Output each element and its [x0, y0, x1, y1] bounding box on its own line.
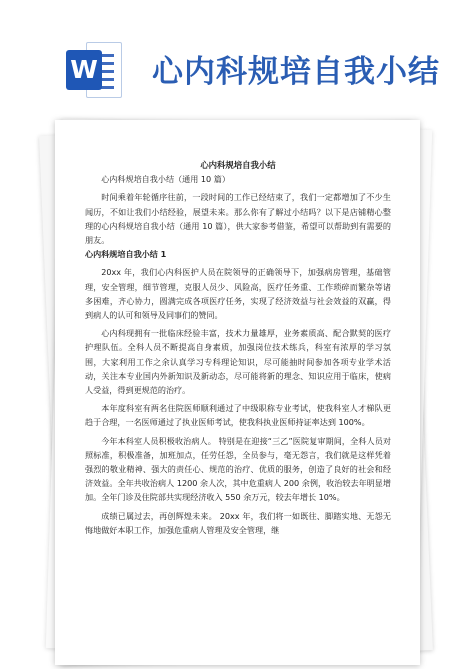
page-title: 心内科规培自我小结 [152, 54, 440, 90]
header [0, 0, 474, 115]
section-heading: 心内科规培自我小结 1 [85, 249, 167, 260]
body-paragraph: 成绩已属过去，再创辉煌未来。 20xx 年，我们将一如既往、脚踏实地、无怨无悔地做好本职工作，加强危重病人管理及安全管理，继 [85, 510, 391, 535]
word-icon [66, 40, 122, 100]
body-paragraph: 本年度科室有两名住院医师顺利通过了中级职称专业考试，使我科室人才梯队更趋于合理，一名医师通过了执业医师考试，使我科执业医师持证率达到 100%。 [85, 403, 391, 428]
document-page [55, 120, 420, 665]
document-title: 心内科规培自我小结 [200, 160, 276, 170]
body-paragraph: 今年本科室人员积极收治病人。 特别是在迎接“三乙”医院复审期间，全科人员对照标准，积极准备，加班加点，任劳任怨，全员参与，毫无怨言，我们就是这样凭着强烈的敬业精神、强大的责任心、规范的治疗、优质的服务，创造了良好的社会和经济效益。全年共收治病人 1200 余人次，其中危重病人 200 余例，收治较去年明显增加。全年门诊及住院部共实现经济收入 550 余万元，较去年增长 10%。 [85, 435, 391, 503]
word-icon-badge: W [66, 50, 102, 90]
document-body [85, 158, 391, 537]
intro-paragraph: 时间乘着年轮循序往前，一段时间的工作已经结束了，我们一定都增加了不少生闻历，不如让我们小结经验，展望未来。那么你有了解过小结吗？以下是店铺精心整理的心内科规培自我小结（通用 10 篇），供大家参考借鉴，希望可以帮助到有需要的朋友。 [85, 192, 391, 246]
body-paragraph: 心内科现拥有一批临床经验丰富，技术力量雄厚，业务素质高、配合默契的医疗护理队伍。全科人员不断提高自身素质，加强岗位技术练兵，科室有浓厚的学习氛围，大家利用工作之余认真学习专科理论知识，尽可能抽时间参加各项专业学术活动，关注本专业国内外新知识及新动态，尽可能将新的理念、知识应用于临床，使病人受益，得到更规范的治疗。 [85, 328, 391, 396]
body-paragraph: 20xx 年，我们心内科医护人员在院领导的正确领导下，加强病房管理，基础管理，安全管理，细节管理，克服人员少、风险高，医疗任务重、工作琐碎而繁杂等诸多困难，齐心协力，圆满完成各项医疗任务，实现了经济效益与社会效益的双赢，得到病人的认可和领导及同事们的赞同。 [85, 267, 391, 321]
document-subtitle: 心内科规培自我小结（通用 10 篇） [101, 174, 230, 185]
